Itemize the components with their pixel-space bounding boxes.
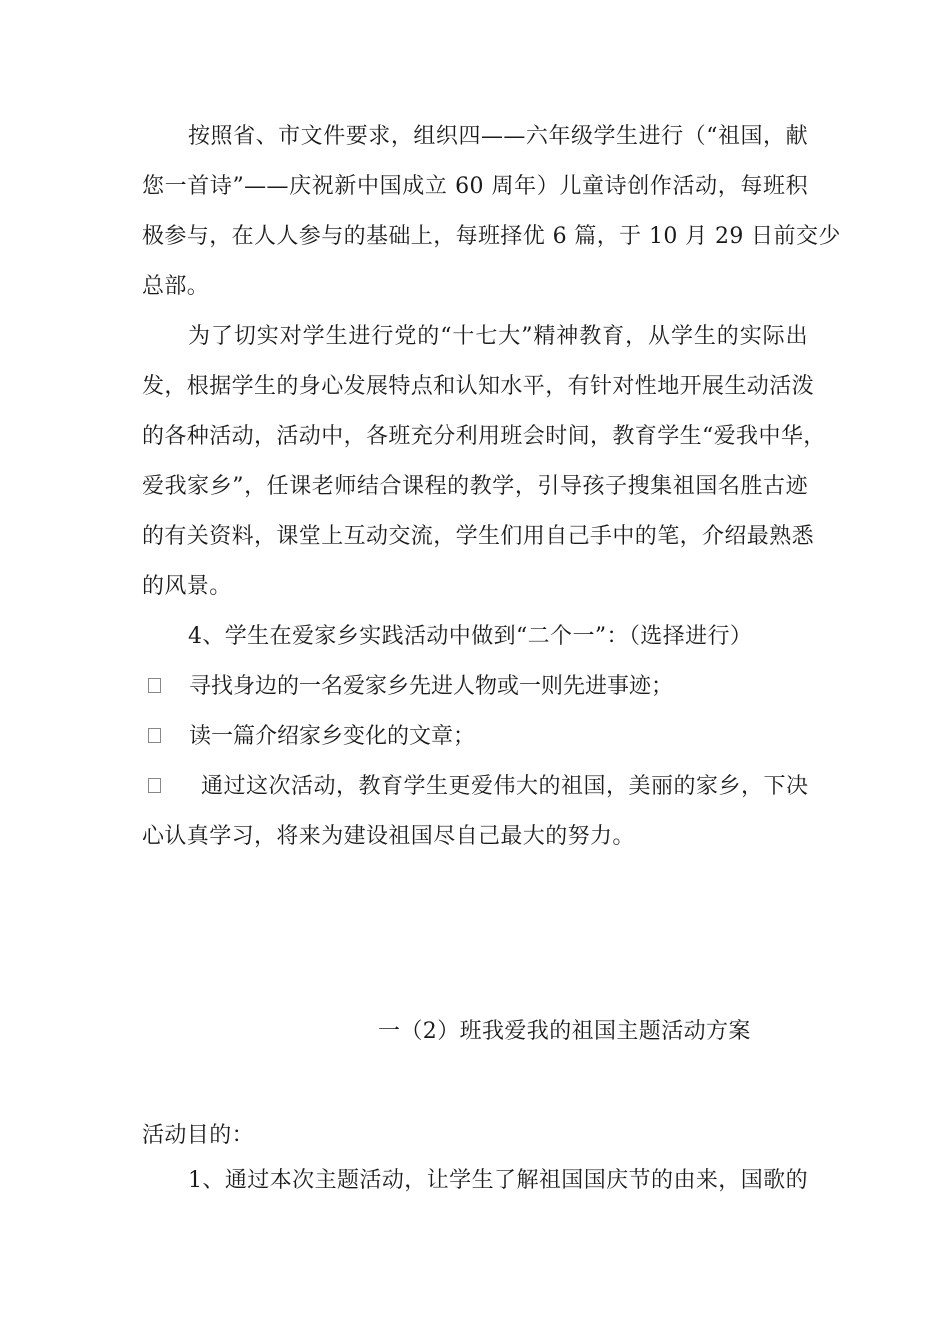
checkbox-icon: [148, 778, 161, 793]
paragraph-1-line-3: 极参与，在人人参与的基础上，每班择优 6 篇，于 10 月 29 日前交少: [142, 224, 841, 249]
paragraph-2-line-4: 爱我家乡”，任课老师结合课程的教学，引导孩子搜集祖国名胜古迹: [142, 474, 808, 499]
paragraph-1-line-4: 总部。: [142, 274, 210, 299]
list-item: [142, 774, 808, 800]
paragraph-2-line-2: 发，根据学生的身心发展特点和认知水平，有针对性地开展生动活泼: [142, 374, 815, 399]
list-item-text: 寻找身边的一名爱家乡先进人物或一则先进事迹；: [189, 674, 674, 699]
list-item-continuation: 心认真学习，将来为建设祖国尽自己最大的努力。: [142, 824, 635, 849]
paragraph-2-line-6: 的风景。: [142, 574, 232, 599]
paragraph-2-line-3: 的各种活动，活动中，各班充分利用班会时间，教育学生“爱我中华，: [142, 424, 826, 449]
list-item: [142, 674, 808, 700]
activity-purpose-heading: 活动目的：: [142, 1123, 255, 1148]
list-item-text: 通过这次活动，教育学生更爱伟大的祖国，美丽的家乡，下决: [201, 774, 808, 799]
paragraph-2-line-5: 的有关资料，课堂上互动交流，学生们用自己手中的笔，介绍最熟悉: [142, 524, 815, 549]
list-item-text: 读一篇介绍家乡变化的文章；: [189, 724, 476, 749]
paragraph-1-line-1: 按照省、市文件要求，组织四——六年级学生进行（“祖国，献: [188, 124, 808, 149]
section-title: 一（2）班我爱我的祖国主题活动方案: [378, 1019, 751, 1044]
paragraph-1-line-2: 您一首诗”——庆祝新中国成立 60 周年）儿童诗创作活动，每班积: [142, 174, 808, 199]
list-item: [142, 724, 808, 750]
checkbox-icon: [148, 678, 161, 693]
paragraph-2-line-1: 为了切实对学生进行党的“十七大”精神教育，从学生的实际出: [188, 324, 808, 349]
paragraph-3-line-1: 4、学生在爱家乡实践活动中做到“二个一”：（选择进行）: [188, 624, 753, 649]
purpose-item-1: 1、通过本次主题活动，让学生了解祖国国庆节的由来，国歌的: [188, 1168, 808, 1193]
checkbox-icon: [148, 728, 161, 743]
